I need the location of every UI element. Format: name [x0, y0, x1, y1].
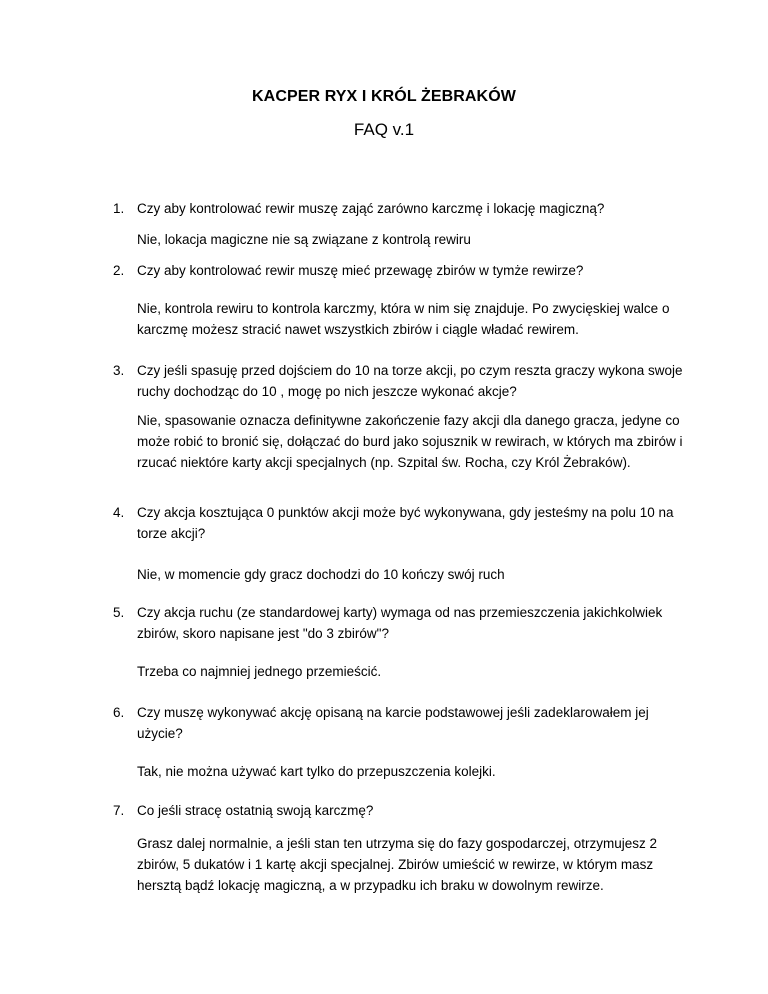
faq-answer: Tak, nie można używać kart tylko do przepuszczenia kolejki. — [137, 764, 496, 779]
faq-question: Czy muszę wykonywać akcję opisaną na karcie podstawowej jeśli zadeklarowałem jej użycie? — [137, 705, 649, 741]
page-title: KACPER RYX I KRÓL ŻEBRAKÓW — [252, 88, 516, 105]
faq-answer: Nie, kontrola rewiru to kontrola karczmy, która w nim się znajduje. Po zwycięskiej walce o karczmę możesz stracić nawet wszystkich zbirów i ciągle władać rewirem. — [137, 301, 670, 337]
faq-question: Co jeśli stracę ostatnią swoją karczmę? — [137, 803, 374, 818]
faq-answer: Nie, lokacja magiczne nie są związane z kontrolą rewiru — [137, 232, 471, 247]
faq-answer: Nie, spasowanie oznacza definitywne zakończenie fazy akcji dla danego gracza, jedyne co może robić to bronić się, dołączać do burd jako sojusznik w rewirach, w których ma zbirów i rzucać niektóre karty akcji specjalnych (np. Szpital św. Rocha, czy Król Żebraków). — [137, 413, 683, 470]
faq-question: Czy akcja ruchu (ze standardowej karty) wymaga od nas przemieszczenia jakichkolwiek zbirów, skoro napisane jest "do 3 zbirów"? — [137, 605, 663, 641]
faq-number: 4. — [113, 505, 125, 520]
faq-number: 3. — [113, 363, 125, 378]
faq-question: Czy akcja kosztująca 0 punktów akcji może być wykonywana, gdy jesteśmy na polu 10 na torze akcji? — [137, 505, 674, 541]
faq-number: 2. — [113, 263, 125, 278]
faq-number: 1. — [113, 201, 125, 216]
faq-number: 6. — [113, 705, 125, 720]
faq-question: Czy aby kontrolować rewir muszę zająć zarówno karczmę i lokację magiczną? — [137, 201, 605, 216]
faq-question: Czy jeśli spasuję przed dojściem do 10 na torze akcji, po czym reszta graczy wykona swoje ruchy dochodząc do 10 , mogę po nich jeszcze wykonać akcje? — [137, 363, 683, 399]
faq-answer: Grasz dalej normalnie, a jeśli stan ten utrzyma się do fazy gospodarczej, otrzymujesz 2 zbirów, 5 dukatów i 1 kartę akcji specjalnej. Zbirów umieścić w rewirze, w którym masz hersztą bądź lokację magiczną, a w przypadku ich braku w dowolnym rewirze. — [137, 836, 657, 893]
faq-number: 5. — [113, 605, 125, 620]
faq-number: 7. — [113, 803, 125, 818]
faq-question: Czy aby kontrolować rewir muszę mieć przewagę zbirów w tymże rewirze? — [137, 263, 584, 278]
faq-answer: Nie, w momencie gdy gracz dochodzi do 10 kończy swój ruch — [137, 567, 505, 582]
page-subtitle: FAQ v.1 — [353, 120, 415, 139]
faq-answer: Trzeba co najmniej jednego przemieścić. — [137, 664, 382, 679]
